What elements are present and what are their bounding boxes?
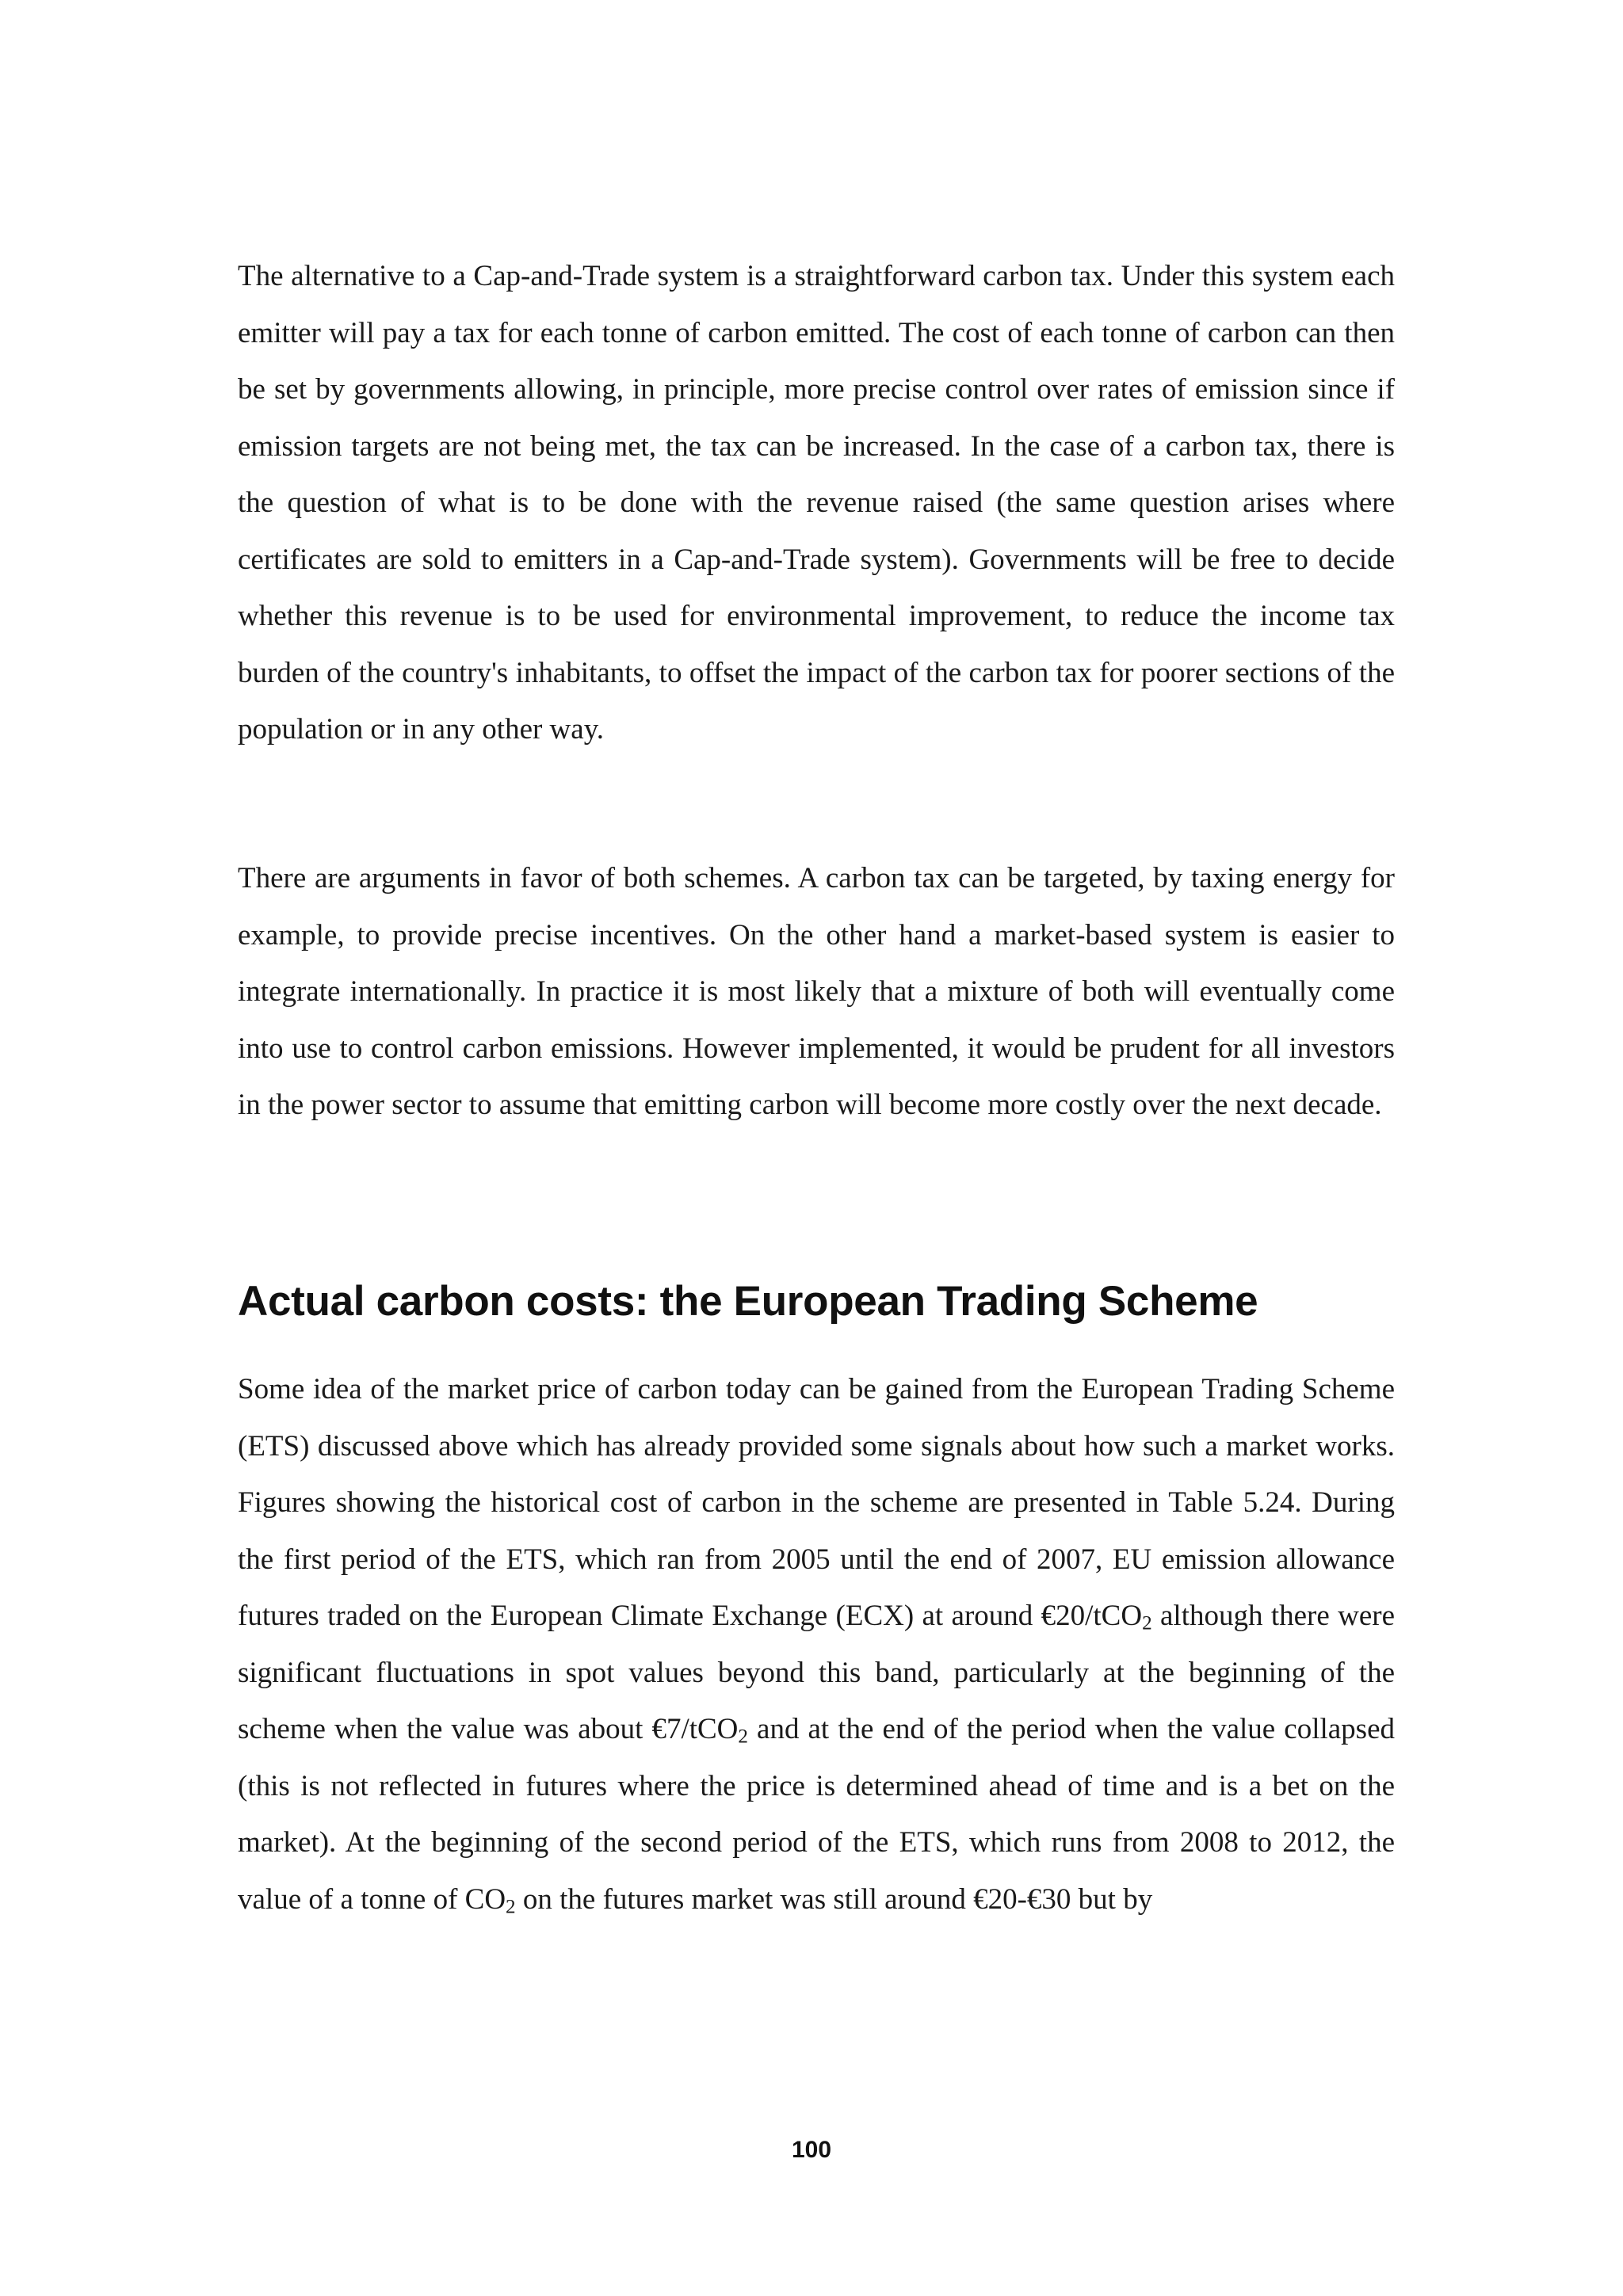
ets-text-part-4: on the futures market was still around €20-€30 but by (515, 1882, 1153, 1916)
section-heading: Actual carbon costs: the European Trading Scheme (238, 1278, 1258, 1325)
ets-text-part-3: and at the end of the period when the value collapsed (this is not reflected in futures where the price is determined ahead of time and is a bet on the market). At the beginning of the second period of the ETS, which runs from 2008 to 2012, the value of a tonne of CO (238, 1713, 1395, 1916)
co2-subscript: 2 (1142, 1612, 1152, 1634)
ets-text-part-1: Some idea of the market price of carbon today can be gained from the European Trading Scheme (ETS) discussed above which has already provided some signals about how such a market works. Figures showing the historical cost of carbon in the scheme are presented in Table 5.24. During the first period of the ETS, which ran from 2005 until the end of 2007, EU emission allowance futures traded on the European Climate Exchange (ECX) at around €20/tCO (238, 1373, 1395, 1632)
body-paragraph-ets (238, 1361, 1395, 1928)
page-number: 100 (791, 2137, 832, 2163)
ets-text-part-2: although there were significant fluctuations in spot values beyond this band, particularly at the beginning of the scheme when the value was about €7/tCO (238, 1600, 1395, 1745)
body-paragraph-carbon-tax: The alternative to a Cap-and-Trade system is a straightforward carbon tax. Under this system each emitter will pay a tax for each tonne of carbon emitted. The cost of each tonne of carbon can then be set by governments allowing, in principle, more precise control over rates of emission since if emission targets are not being met, the tax can be increased. In the case of a carbon tax, there is the question of what is to be done with the revenue raised (the same question arises where certificates are sold to emitters in a Cap-and-Trade system). Governments will be free to decide whether this revenue is to be used for environmental improvement, to reduce the income tax burden of the country's inhabitants, to offset the impact of the carbon tax for poorer sections of the population or in any other way. (238, 260, 1395, 746)
co2-subscript: 2 (506, 1896, 516, 1918)
co2-subscript: 2 (738, 1726, 748, 1748)
body-paragraph-arguments: There are arguments in favor of both schemes. A carbon tax can be targeted, by taxing energy for example, to provide precise incentives. On the other hand a market-based system is easier to integrate internationally. In practice it is most likely that a mixture of both will eventually come into use to control carbon emissions. However implemented, it would be prudent for all investors in the power sector to assume that emitting carbon will become more costly over the next decade. (238, 862, 1395, 1121)
